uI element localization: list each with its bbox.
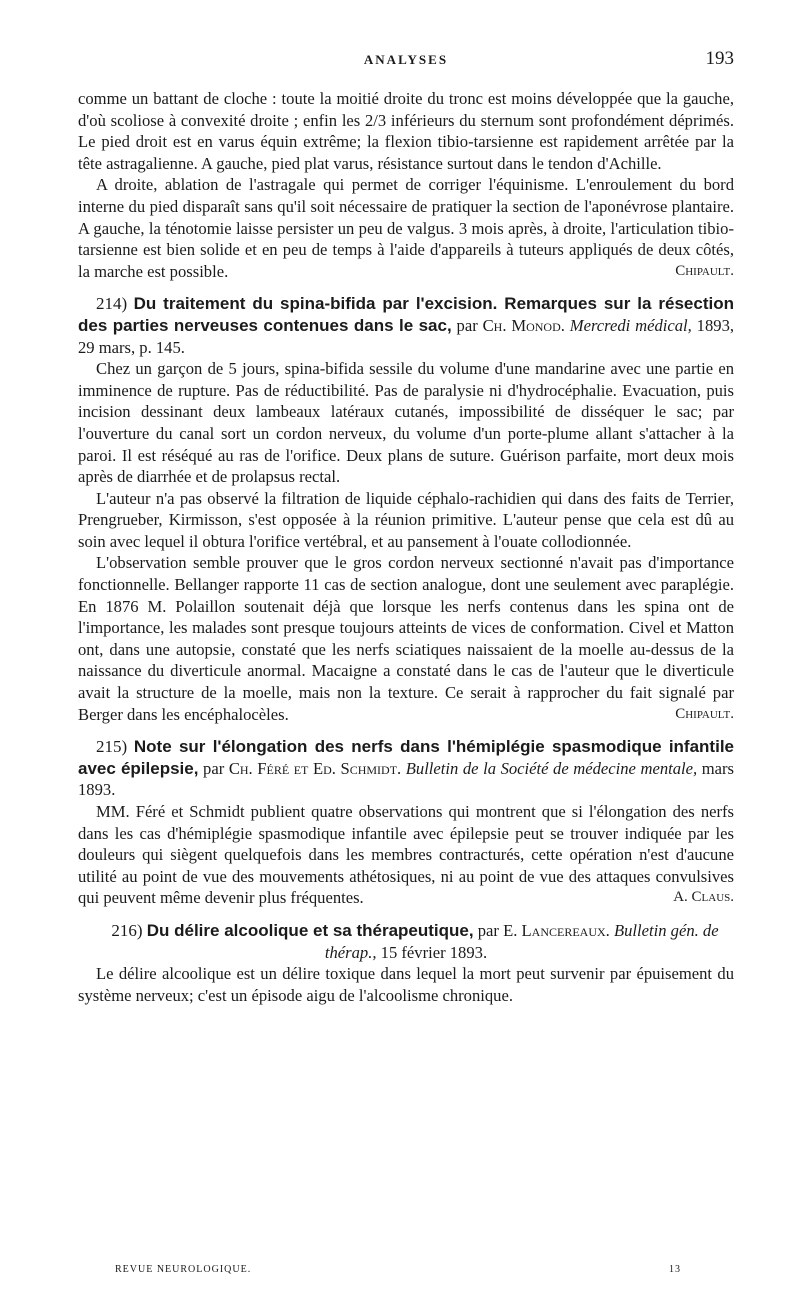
paragraph: Le délire alcoolique est un délire toxique dans lequel la mort peut survenir par épuisement du système nerveux; c'est un épisode aigu de l'alcoolisme chronique. — [78, 964, 734, 1005]
journal-name: Bulletin de la Société de médecine mentale, — [405, 758, 698, 778]
byline-par: par — [477, 920, 499, 940]
paragraph — [78, 552, 734, 725]
publication-date: 15 février 1893. — [380, 942, 488, 962]
page-number: 193 — [705, 48, 734, 69]
article-heading — [78, 293, 734, 358]
article-title: Du délire alcoolique et sa thérapeutique, — [146, 920, 474, 940]
byline-par: par — [456, 315, 478, 335]
article-216 — [78, 920, 734, 1006]
publication-date: mars 1893. — [78, 758, 735, 800]
journal-name: Mercredi médical, — [569, 315, 692, 335]
paragraph: Chez un garçon de 5 jours, spina-bifida sessile du volume d'une mandarine avec une partie en imminence de rupture. Pas de réductibilité. Pas de paralysie ni d'hydrocéphalie. Evacuation, puis incision dessinant deux lambeaux latéraux cutanés, impossibilité de disséquer le sac; par l'ouverture du canal sort un cordon nerveux, du volume d'un porte-plume allant s'attacher à la paroi. Il est réséqué au ras de l'orifice. Deux plans de suture. Guérison parfaite, mort deux mois après de diarrhée et de prolapsus rectal. — [78, 359, 734, 487]
signature: Chipault. — [675, 262, 734, 279]
article-number: 215) — [96, 737, 128, 757]
byline-par: par — [203, 758, 225, 778]
running-title: ANALYSES — [363, 52, 449, 67]
article-author: Ch. Féré et Ed. Schmidt. — [228, 758, 402, 778]
paragraph — [78, 174, 734, 282]
paragraph — [78, 801, 734, 909]
article-author: Ch. Monod. — [482, 315, 565, 335]
page-footer — [115, 1264, 681, 1275]
publication-date: 1893, 29 mars, p. 145. — [78, 315, 735, 357]
signature: A. Claus. — [673, 889, 734, 906]
article-215 — [78, 736, 734, 909]
article-heading — [78, 736, 734, 801]
article-title: Note sur l'élongation des nerfs dans l'hémiplégie spasmodique infantile avec épilepsie, — [78, 737, 734, 778]
paragraph-text: A droite, ablation de l'astragale qui permet de corriger l'équinisme. L'enroulement du bord interne du pied disparaît sans qu'il soit nécessaire de pratiquer la section de l'aponévrose plantaire. A gauche, la ténotomie laisse persister un peu de valgus. 3 mois après, à droite, l'articulation tibio-tarsienne est bien solide et en peu de temps à l'aide d'appareils à tuteurs appliqués de deux côtés, la marche est possible. — [78, 175, 734, 281]
signature-mark: 13 — [669, 1264, 681, 1275]
article-author: E. Lancereaux. — [503, 920, 610, 940]
signature: Chipault. — [675, 705, 734, 722]
paragraph: L'auteur n'a pas observé la filtration de liquide céphalo-rachidien qui dans des faits de Terrier, Prengrueber, Kirmisson, s'est opposée à la réunion primitive. L'auteur pense que cela est dû au soin avec lequel il obtura l'orifice vertébral, et au pansement à l'ouate collodionnée. — [78, 488, 734, 551]
page-header — [78, 48, 734, 74]
continued-paragraph: comme un battant de cloche : toute la moitié droite du tronc est moins développée que la gauche, d'où scoliose à convexité droite ; enfin les 2/3 inférieurs du sternum sont profondément déprimés. Le pied droit est en varus équin extrême; la flexion tibio-tarsienne est rapidement arrêtée par la tête astragalienne. A gauche, pied plat varus, résistance surtout dans le tendon d'Achille. — [78, 89, 734, 173]
paragraph-text: MM. Féré et Schmidt publient quatre observations qui montrent que si l'élongation des nerfs dans les cas d'hémiplégie spasmodique infantile avec épilepsie peut se trouver indiquée par les douleurs qui siègent quelquefois dans les membres contracturés, cette opération n'est d'aucune utilité au point de vue des mouvements athétosiques, ni au point de vue des attaques convulsives qui peuvent même devenir plus fréquentes. — [78, 802, 734, 908]
paragraph-text: L'observation semble prouver que le gros cordon nerveux sectionné n'avait pas d'importance fonctionnelle. Bellanger rapporte 11 cas de section analogue, dont une seulement avec paraplégie. En 1876 M. Polaillon soutenait déjà que lorsque les nerfs contenus dans les spina ont de l'importance, les malades sont presque toujours atteints de vices de conformation. Civel et Matton ont, dans une autopsie, constaté que les nerfs sciatiques naissaient de la moelle au-dessus de la naissance du diverticule anormal. Macaigne a constaté dans le cas de l'auteur que le diverticule avait la structure de la moelle, mais non la texture. Ce serait à rapprocher du fait signalé par Berger dans les encéphalocèles. — [78, 553, 734, 724]
article-number: 216) — [111, 920, 143, 940]
page-body — [78, 88, 734, 1006]
footer-journal: REVUE NEUROLOGIQUE. — [115, 1264, 252, 1275]
journal-name: Bulletin gén. de thérap., — [324, 920, 719, 962]
article-title: Du traitement du spina-bifida par l'excision. Remarques sur la résection des parties nerveuses contenues dans le sac, — [78, 294, 734, 335]
article-number: 214) — [96, 294, 128, 314]
article-heading — [78, 920, 734, 963]
article-214 — [78, 293, 734, 725]
